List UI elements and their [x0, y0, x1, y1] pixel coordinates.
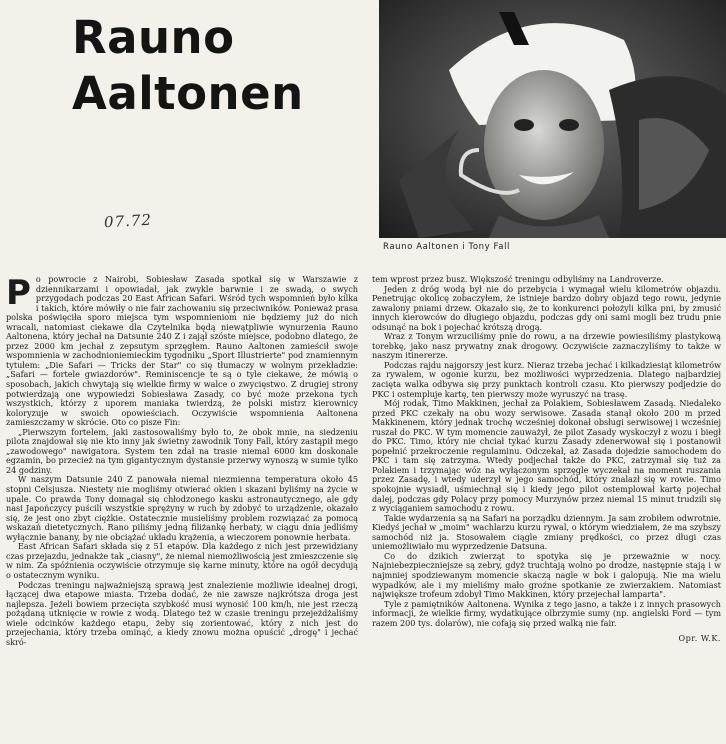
- photo-caption: Rauno Aaltonen i Tony Fall: [383, 242, 511, 252]
- paragraph: East African Safari składa się z 51 etapów. Dla każdego z nich jest przewidziany czas przejazdu, jednakże tak „ciasny", że niemal niemożliwością jest zmieszczenie się w nim. Za spóźnienia oczywiście otrzymuje się karne minuty, które na ogół decydują o ostatecznym wyniku.: [6, 541, 358, 580]
- photo-illustration: [379, 0, 726, 238]
- title-line-2: Aaltonen: [72, 67, 304, 120]
- paragraph: Takie wydarzenia są na Safari na porządku dziennym. Ja sam zrobiłem odwrotnie. Kiedyś jechał w „moim" wachlarzu kurzu rywal, o którym wiedziałem, że ma szybszy samochód niż ja. Stosowałem ciągle zmiany prędkości, co przez długi czas uniemożliwiało mu wyprzedzenie Datsuna.: [372, 512, 721, 552]
- paragraph: W naszym Datsunie 240 Z panowała niemal niezmienna temperatura około 45 stopni Celsjusza. Niestety nie mogliśmy otwierać okien i skazani byliśmy na życie w upale. Co prawda Tony domagał się chłodzonego kasku astronautycznego, ale gdy nasi Japończycy puścili wszystkie sprężyny w ruch by zdobyć to urządzenie, okazało się, że jest ono zbyt ciężkie. Ostatecznie musieliśmy problem rozwiązać za pomocą wskazań dietetycznych. Rano piliśmy jedną filiżankę herbaty, w ciągu dnia jedliśmy wyłącznie banany, by nie obciążać układu krążenia, a wieczorem ponownie herbata.: [6, 474, 358, 542]
- title-line-1: Rauno: [72, 11, 235, 64]
- paragraph: Co do dzikich zwierząt to spotyka się je przeważnie w nocy. Najniebezpieczniejsze są zebry, gdyż truchtają wolno po drodze, następnie stają i w najmniej spodziewanym momencie skaczą nagle w bok i galopują. Nie ma wielu wypadków, ale i my mieliśmy mało groźne spotkanie ze zwierzakiem. Natomiast największe trofeum zdobył Timo Makkinen, który przejechał lamparta".: [372, 550, 721, 600]
- article-title: [72, 10, 372, 122]
- right-column: [372, 275, 721, 644]
- paragraph: Mój rodak, Timo Makkinen, jechał za Polakiem, Sobiesławem Zasadą. Niedaleko przed PKC czekały na obu wozy serwisowe. Zasada stanął około 200 m przed Makkinenem, który jednak trochę wcześniej dokonał obsługi serwisowej i wcześniej ruszał do PKC. W tym momencie zauważył, że pilot Zasady wyskoczył z wozu i biegł do PKC. Timo, który nie chciał tykać kurzu Zasady zdenerwował się i postanowił popełnić przekroczenie regulaminu. Odczekał, aż Zasada dojedzie samochodem do PKC i tam się zatrzyma. Wtedy podjechał także do PKC, zatrzymał się tuż za Polakiem i trzymając wóz na wyłączonym sprzęgle wyczekał na moment ruszania przez Zasadę, i wtedy uderzył w jego samochód, który znalazł się w rowie. Timo spokojnie wysiadł, uśmiechnął się i kiedy jego pilot ostemplował kartę pojechał dalej, podczas gdy Polacy przy pomocy Murzynów przez niemal 15 minut trudzili się z wyciąganiem samochodu z rowu.: [372, 398, 721, 514]
- paragraph: Wraz z Tonym wrzuciliśmy pnie do rowu, a na drzewie powiesiliśmy plastykową torebkę, jako nasz prywatny znak drogowy. Oczywiście zaznaczyliśmy to także w naszym itinererze.: [372, 331, 721, 361]
- paragraph: Podczas rajdu najgorszy jest kurz. Nieraz trzeba jechać i kilkadziesiąt kilometrów za rywalem, w ogonie kurzu, bez możliwości wyprzedzenia. Dlatego najbardziej zacięta walka odbywa się przy punktach kontroli czasu. Kto pierwszy podjedzie do PKC i ostempluje kartę, ten pierwszy może wyruszyć na trasę.: [372, 359, 721, 399]
- paragraph-text: o powrocie z Nairobi, Sobiesław Zasada spotkał się w Warszawie z dziennikarzami i opowiadał, jak zwykle barwnie i ze swadą, o swych przygodach podczas 20 East African Safari. Wśród tych wspomnień było kilka i takich, które mówiły o nie fair zachowaniu się przeciwników. Ponieważ prasa polska poświęciła sporo miejsca tym wspomnieniom nie będziemy już do nich wracali, natomiast ciekawe dla Czytelnika będą niewątpliwie wynurzenia Rauno Aaltonena, który jechał na Datsunie 240 Z i zajął szóste miejsce, podobno dlatego, że przez 2000 km jechał z zepsutym sprzęgłem. Rauno Aaltonen zamieścił swoje wspomnienia w zachodnioniemieckim tygodniku „Sport Illustrierte" pod znamiennym tytułem: „Die Safari — Tricks der Star" co się tłumaczy w wolnym przekładzie: „Safari — fortele gwiazdorów". Reminiscencje te są o tyle ciekawe, że mówią o sposobach, jakich chwytają się wielkie firmy w walce o zwycięstwo. Z drugiej strony potwierdzają one wypowiedzi Sobiesława Zasady, co być może przekona tych wszystkich, którzy z uporem maniaka twierdzą, że polski mistrz kierownicy koloryzuje w swoich opowieściach. Oczywiście wspomnienia Aaltonena zamieszczamy w skrócie. Oto co pisze Fin:: [6, 274, 358, 428]
- paragraph: Podczas treningu najważniejszą sprawą jest znalezienie możliwie idealnej drogi, łączącej dwa etapowe miasta. Trzeba dodać, że nie zawsze najkrótsza droga jest najlepsza. Jeżeli bowiem przecięta szybkość musi wynosić 100 km/h, nie jest rzeczą pożądaną utknięcie w rowie z wodą. Dlatego też w czasie treningu przejeżdżaliśmy wiele odcinków każdego etapu, żeby się zorientować, który z nich jest do przejechania, który trzeba ominąć, a kiedy znowu można opuścić „drogę" i jechać skró-: [6, 579, 358, 647]
- author-signature: Opr. W.K.: [678, 633, 721, 644]
- paragraph: „Pierwszym fortelem, jaki zastosowaliśmy było to, że obok mnie, na siedzeniu pilota znajdował się nie kto inny jak świetny zawodnik Tony Fall, który zastąpił mego „zawodowego" nawigatora. System ten zdał na trasie niemal 6000 km doskonale egzamin, bo przecież na tym gigantycznym dystansie przerwy wynoszą w sumie tylko 24 godziny.: [6, 426, 358, 475]
- drop-cap: P: [6, 273, 31, 313]
- handwritten-date: 07.72: [103, 210, 153, 232]
- paragraph: Jeden z dróg wodą był nie do przebycia i wymagał wielu kilometrów objazdu. Penetrując okolicę zobaczyłem, że istnieje bardzo dobry objazd tego rowu, jedynie zawalony pniami drzew. Okazało się, że to konkurenci położyli kilka pni, by zmusić innych kierowców do długiego objazdu, podczas gdy oni sami mogli bez trudu pnie odsunąć na bok i pojechać krótszą drogą.: [372, 283, 721, 332]
- paragraph-continued: tem wprost przez busz. Większość treningu odbyliśmy na Landroverze.: [372, 274, 664, 284]
- paragraph: Tyle z pamiętników Aaltonena. Wynika z tego jasno, a także i z innych prasowych informacji, że wielkie firmy, wydatkujące olbrzymie sumy (np. angielski Ford — tym razem 200 tys. dolarów), nie cofają się przed walką nie fair.: [372, 598, 721, 628]
- article-photo: [379, 0, 726, 238]
- paragraph-intro: [6, 275, 358, 428]
- left-column: [6, 275, 358, 647]
